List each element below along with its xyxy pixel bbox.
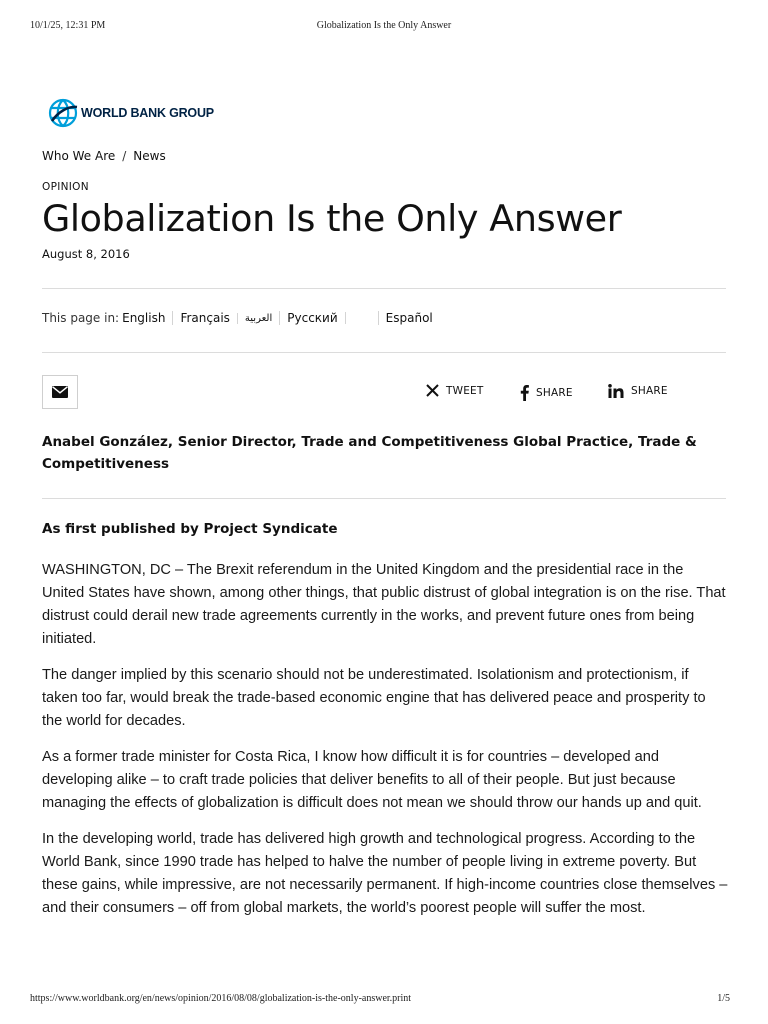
print-url: https://www.worldbank.org/en/news/opinion/2016/08/08/globalization-is-the-only-answer.print <box>30 993 412 1004</box>
facebook-icon <box>520 384 529 401</box>
published-note: As first published by Project Syndicate <box>42 521 338 537</box>
world-bank-logo[interactable] <box>48 96 214 130</box>
language-spanish[interactable]: Español <box>378 311 440 325</box>
breadcrumb-separator: / <box>122 149 127 163</box>
linkedin-share-label: SHARE <box>631 385 668 397</box>
language-arabic[interactable]: العربية <box>237 313 279 324</box>
x-icon <box>426 384 439 397</box>
article-date: August 8, 2016 <box>42 247 130 261</box>
print-header <box>30 20 738 34</box>
brand-wordmark: WORLD BANK GROUP <box>81 106 214 120</box>
body-paragraph: In the developing world, trade has delivered high growth and technological progress. According to the World Bank, since 1990 trade has helped to halve the number of people living in extreme poverty. But these gains, while impressive, are not necessarily permanent. If high-income countries close themselves – and their consumers – off from global markets, the world’s poorest people will suffer the most. <box>42 831 728 916</box>
language-english[interactable]: English <box>122 311 166 325</box>
body-paragraph: The danger implied by this scenario should not be underestimated. Isolationism and protectionism, if taken too far, would break the trade-based economic engine that has delivered peace and prosperity to the world for decades. <box>42 667 706 729</box>
language-russian[interactable]: Русский <box>279 311 344 325</box>
facebook-share-button[interactable] <box>520 384 573 401</box>
print-page-number: 1/5 <box>717 993 730 1004</box>
divider <box>42 498 726 499</box>
page-title: Globalization Is the Only Answer <box>42 197 622 240</box>
globe-icon <box>48 96 78 130</box>
print-footer <box>30 993 738 1007</box>
print-doc-title: Globalization Is the Only Answer <box>316 20 452 31</box>
language-switcher <box>42 311 440 325</box>
language-french[interactable]: Français <box>172 311 236 325</box>
body-paragraph: As a former trade minister for Costa Rica, I know how difficult it is for countries – developed and developing alike – to craft trade policies that deliver benefits to all of their people. But just because managing the effects of globalization is difficult does not mean we should throw our hands up and quit. <box>42 749 702 811</box>
breadcrumb <box>42 149 166 163</box>
article-kicker: OPINION <box>42 181 89 193</box>
article-body <box>42 559 728 933</box>
language-placeholder <box>345 312 378 324</box>
article-author: Anabel González, Senior Director, Trade and Competitiveness Global Practice, Trade & Competitiveness <box>42 434 697 472</box>
linkedin-icon <box>608 384 624 398</box>
tweet-label: TWEET <box>446 384 484 397</box>
tweet-button[interactable] <box>426 384 483 397</box>
language-label: This page in: <box>42 311 120 325</box>
print-datetime: 10/1/25, 12:31 PM <box>30 20 106 31</box>
linkedin-share-button[interactable] <box>608 384 668 398</box>
email-share-button[interactable] <box>42 375 78 409</box>
facebook-share-label: SHARE <box>536 386 573 399</box>
divider <box>42 352 726 353</box>
body-paragraph: WASHINGTON, DC – The Brexit referendum in the United Kingdom and the presidential race in the United States have shown, among other things, that public distrust of global integration is on the rise. That distrust could derail new trade agreements currently in the works, and prevent future ones from being initiated. <box>42 562 726 647</box>
breadcrumb-who-we-are[interactable]: Who We Are <box>42 149 116 163</box>
divider <box>42 288 726 289</box>
breadcrumb-news[interactable]: News <box>133 149 166 163</box>
envelope-icon <box>52 386 68 398</box>
